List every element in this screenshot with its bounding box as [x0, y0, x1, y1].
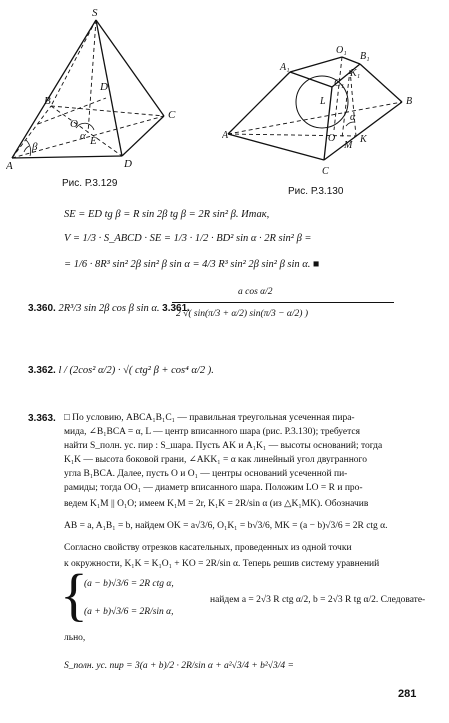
label-A1: A₁	[280, 62, 290, 73]
label-K: K	[360, 134, 367, 145]
prev-solution-line-1: SE = ED tg β = R sin 2β tg β = 2R sin² β. Итак,	[64, 209, 270, 220]
caption-left: Рис. Р.3.129	[62, 178, 118, 189]
problem-363-line-3: найти S_полн. ус. пир : S_шара. Пусть AK и A₁K₁ — высоты оснований; тогда	[64, 441, 383, 451]
system-eq-1: (a − b)√3/6 = 2R ctg α,	[84, 579, 174, 589]
label-L: L	[320, 96, 326, 107]
label-E: E	[90, 135, 97, 147]
answer-3-361-denominator: 2 √( sin(π/3 + α/2) sin(π/3 − α/2) )	[176, 309, 308, 319]
answer-3-361-numerator: a cos α/2	[238, 287, 273, 297]
prev-solution-line-3: = 1/6 · 8R³ sin² 2β sin² β sin α = 4/3 R³ sin² 2β sin² β sin α. ■	[64, 259, 320, 270]
problem-363-line-10: к окружности, K₁K = K₁O₁ + KO = 2R/sin α. Теперь решив систему уравнений	[64, 559, 380, 569]
answer-3-363-number: 3.363.	[28, 413, 56, 424]
fraction-bar	[172, 302, 394, 303]
figure-pyramid	[6, 6, 211, 176]
answer-3-360	[28, 302, 190, 315]
answer-3-362	[28, 364, 214, 377]
problem-363-line-4: K₁K — высота боковой грани, ∠AKK₁ = α как линейный угол двугранного	[64, 455, 367, 465]
label-B1: B₁	[360, 51, 370, 62]
problem-363-line-11: льно,	[64, 633, 86, 643]
problem-363-line-2: мида, ∠B₁BCA = α, L — центр вписанного шара (рис. Р.3.130); требуется	[64, 427, 360, 437]
label-alpha: α	[80, 130, 86, 142]
answer-3-362-number: 3.362.	[28, 365, 56, 376]
system-brace: {	[60, 562, 88, 627]
caption-right: Рис. Р.3.130	[288, 186, 344, 197]
answer-3-362-expr: l / (2cos² α/2) · √( ctg² β + cos⁴ α/2 ).	[58, 365, 214, 376]
label-beta: β	[32, 141, 38, 153]
problem-363-line-8: AB = a, A₁B₁ = b, найдем OK = a√3/6, O₁K₁ = b√3/6, MK = (a − b)√3/6 = 2R ctg α.	[64, 521, 388, 531]
final-formula: S_полн. ус. пир = 3(a + b)/2 · 2R/sin α + a²√3/4 + b²√3/4 =	[64, 661, 294, 671]
label-B: B	[44, 95, 51, 107]
label-A: A	[6, 160, 13, 172]
problem-363-line-1: □ По условию, ABCA₁B₁C₁ — правильная треугольная усеченная пира-	[64, 413, 355, 423]
label-D: D	[124, 158, 132, 170]
system-result: найдем a = 2√3 R ctg α/2, b = 2√3 R tg α/2. Следовате-	[210, 595, 426, 605]
label-O: O	[70, 118, 78, 130]
problem-363-line-9: Согласно свойству отрезков касательных, проведенных из одной точки	[64, 543, 352, 553]
label-D-top: D	[100, 81, 108, 93]
answer-3-360-expr: 2R³/3 sin 2β cos β sin α.	[58, 303, 160, 314]
label-B: B	[406, 96, 413, 107]
page-number: 281	[398, 688, 417, 700]
label-O1: O₁	[336, 45, 347, 56]
label-O: O	[328, 133, 336, 144]
label-C: C	[322, 166, 329, 177]
problem-363-line-7: ведем K₁M || O₁O; имеем K₁M = 2r, K₁K = 2R/sin α (из △K₁MK). Обозначив	[64, 499, 369, 509]
label-C1: C₁	[334, 78, 345, 89]
problem-363-line-6: рамиды; тогда OO₁ — диаметр вписанного шара. Положим LO = R и про-	[64, 483, 363, 493]
answer-3-361-number: 3.361.	[162, 303, 190, 314]
answer-3-360-number: 3.360.	[28, 303, 56, 314]
label-S: S	[92, 7, 98, 19]
prev-solution-line-2: V = 1/3 · S_ABCD · SE = 1/3 · 1/2 · BD² sin α · 2R sin² β =	[64, 233, 312, 244]
problem-363-line-5: угла B₁BCA. Далее, пусть O и O₁ — центры оснований усеченной пи-	[64, 469, 348, 479]
label-alpha: α	[350, 112, 356, 123]
label-C: C	[168, 109, 176, 121]
label-M: M	[344, 140, 353, 151]
label-K1: K₁	[350, 68, 361, 79]
system-eq-2: (a + b)√3/6 = 2R/sin α,	[84, 607, 174, 617]
label-A: A	[222, 130, 229, 141]
figure-frustum	[222, 42, 444, 182]
